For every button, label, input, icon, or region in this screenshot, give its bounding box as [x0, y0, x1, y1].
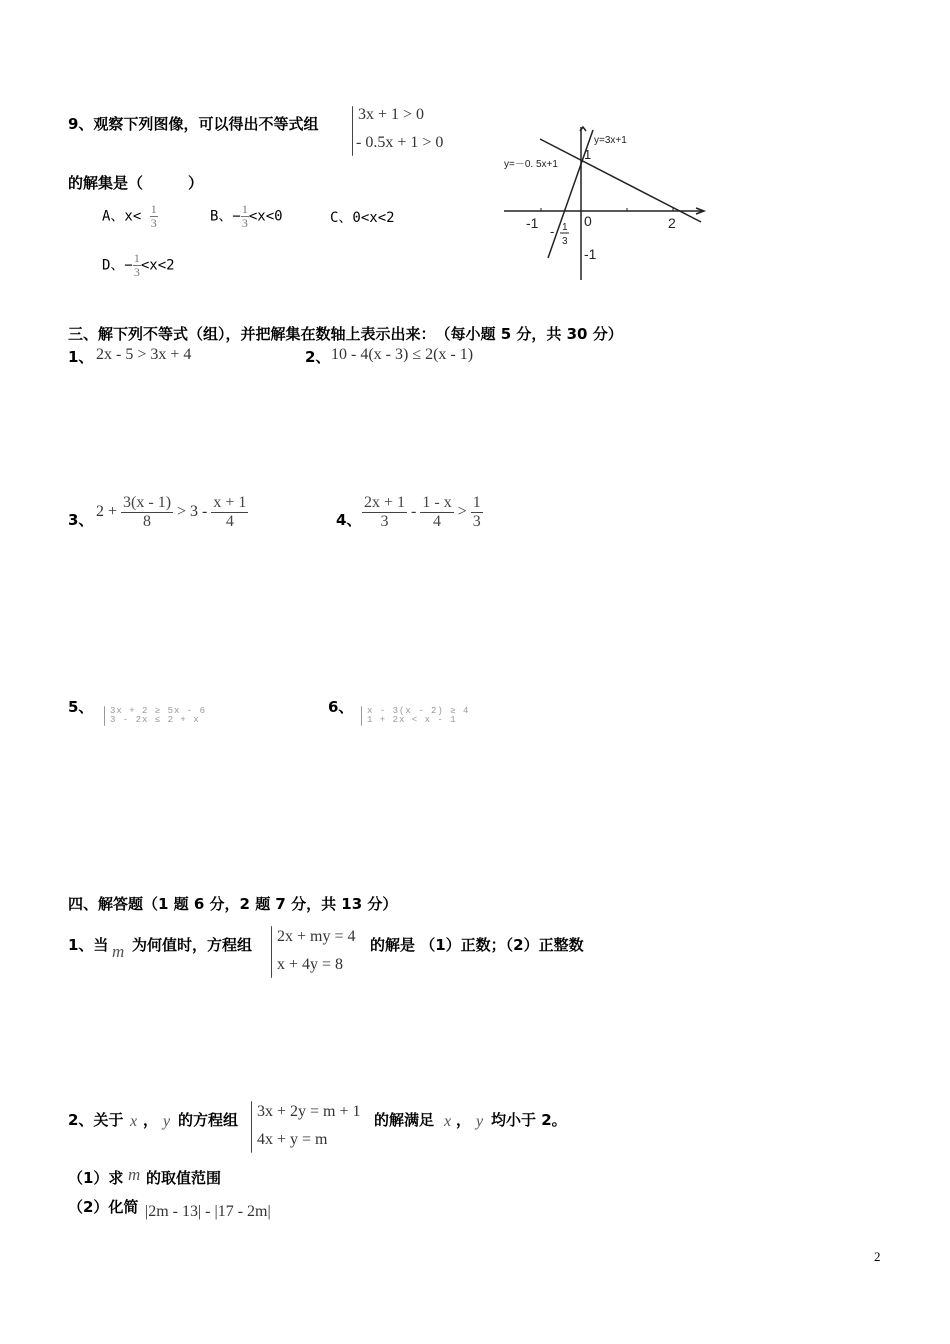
- q9-option-d-prefix: D、−: [102, 257, 133, 274]
- s4-q2-brace: [251, 1101, 252, 1153]
- problem-3-pre: 2 +: [96, 503, 118, 521]
- problem-3-fraction-2: $\frac{x + 1}{4}$: [213, 494, 247, 530]
- problem-5-brace: [104, 706, 105, 726]
- s4-sub2-expression: |2m - 13| - |17 - 2m|: [145, 1203, 271, 1220]
- s4-sub1-var: m: [128, 1165, 141, 1184]
- q9-option-d: [102, 252, 175, 279]
- problem-2-expression: 10 - 4(x - 3) ≤ 2(x - 1): [331, 346, 474, 363]
- q9-option-b-fraction: $\frac{1}{3}$: [241, 202, 248, 230]
- problem-5-number: 5、: [68, 698, 94, 716]
- s4-q2-x: x: [130, 1113, 138, 1130]
- q9-system-line2: - 0.5x + 1 > 0: [356, 134, 444, 151]
- s4-q2-mid: 的方程组: [178, 1111, 239, 1129]
- x-root-den: 3: [562, 236, 568, 247]
- x-label-neg1: -1: [526, 215, 539, 231]
- problem-6-number: 6、: [328, 698, 354, 716]
- q9-lead: 9、观察下列图像，可以得出不等式组: [68, 115, 319, 133]
- s4-q2-tail1: 的解满足: [374, 1111, 435, 1129]
- problem-4-gt: >: [457, 503, 467, 521]
- s4-sub2-lead: （2）化简: [68, 1198, 139, 1216]
- s4-q1-mid: 为何值时，方程组: [132, 936, 253, 954]
- q9-system-line1: 3x + 1 > 0: [358, 106, 425, 123]
- problem-3-number: 3、: [68, 511, 94, 529]
- problem-4-fraction-3: $\frac{1}{3}$: [472, 494, 481, 530]
- s4-q2-line2: 4x + y = m: [257, 1131, 328, 1148]
- s4-sub1-tail: 的取值范围: [146, 1169, 222, 1187]
- y-label-neg1: -1: [584, 246, 597, 262]
- origin-label: 0: [584, 213, 592, 229]
- problem-5-line2: 3 - 2x ≤ 2 + x: [110, 715, 200, 725]
- x-root-num: 1: [562, 222, 568, 233]
- q9-option-d-suffix: <x<2: [140, 257, 175, 274]
- s4-q1-line1: 2x + my = 4: [277, 928, 356, 945]
- problem-6-brace: [361, 706, 362, 726]
- problem-6-line1: x - 3(x - 2) ≥ 4: [367, 706, 470, 716]
- q9-system-brace: [352, 106, 353, 156]
- s4-q1-lead: 1、当: [68, 936, 109, 954]
- x-label-2: 2: [668, 215, 676, 231]
- problem-4-number: 4、: [336, 511, 362, 529]
- q9-option-c: C、0<x<2: [330, 210, 395, 226]
- y-intercept-label: 1: [584, 147, 592, 162]
- q9-option-b: [210, 203, 283, 230]
- q9-option-b-prefix: B、−: [210, 208, 241, 225]
- problem-3-fraction-1: $\frac{3(x - 1)}{8}$: [123, 494, 172, 530]
- problem-5-line1: 3x + 2 ≥ 5x - 6: [110, 706, 207, 716]
- s4-q2-tail-x: x: [444, 1113, 452, 1130]
- s4-q2-lead: 2、关于: [68, 1111, 124, 1129]
- s4-q2-tail-comma: ，: [456, 1111, 472, 1129]
- section4-heading: 四、解答题（1 题 6 分，2 题 7 分，共 13 分）: [68, 895, 398, 913]
- s4-q2-y: y: [163, 1113, 171, 1130]
- s4-q1-tail: 的解是 （1）正数；（2）正整数: [370, 936, 584, 954]
- problem-4-fraction-1: $\frac{2x + 1}{3}$: [364, 494, 406, 530]
- problem-4-minus: -: [411, 503, 417, 521]
- section3-heading: 三、解下列不等式（组），并把解集在数轴上表示出来： （每小题 5 分，共 30 分）: [68, 325, 623, 343]
- problem-4-fraction-2: $\frac{1 - x}{4}$: [422, 494, 452, 530]
- problem-1-number: 1、: [68, 348, 94, 366]
- line2-label: y=－0. 5x+1: [504, 159, 558, 170]
- q9-option-a-text: A、x<: [102, 208, 142, 225]
- s4-q2-comma: ，: [143, 1111, 159, 1129]
- page-number: 2: [874, 1249, 881, 1264]
- problem-4-expression: [362, 494, 483, 531]
- problem-2-number: 2、: [305, 348, 331, 366]
- s4-sub1-lead: （1）求: [68, 1169, 124, 1187]
- s4-q1-brace: [271, 926, 272, 978]
- s4-q2-tail-y: y: [476, 1113, 484, 1130]
- q9-graph: [498, 122, 710, 284]
- problem-1-expression: 2x - 5 > 3x + 4: [96, 346, 192, 363]
- problem-3-expression: [96, 494, 248, 531]
- s4-q1-line2: x + 4y = 8: [277, 956, 344, 973]
- line-y-neg-half-x-1: [540, 139, 701, 222]
- q9-option-a: [102, 203, 158, 230]
- s4-q2-tail2: 均小于 2。: [491, 1111, 567, 1129]
- q9-option-a-fraction: $\frac{1}{3}$: [150, 202, 157, 230]
- q9-option-b-suffix: <x<0: [248, 208, 283, 225]
- q9-option-d-fraction: $\frac{1}{3}$: [133, 251, 140, 279]
- q9-tail: 的解集是（ ）: [68, 174, 204, 192]
- s4-q1-var: m: [112, 942, 125, 961]
- problem-3-mid: > 3 -: [177, 503, 208, 521]
- s4-q2-line1: 3x + 2y = m + 1: [257, 1103, 361, 1120]
- problem-6-line2: 1 + 2x < x - 1: [367, 715, 457, 725]
- x-root-sign: -: [550, 224, 555, 239]
- line1-label: y=3x+1: [594, 135, 627, 146]
